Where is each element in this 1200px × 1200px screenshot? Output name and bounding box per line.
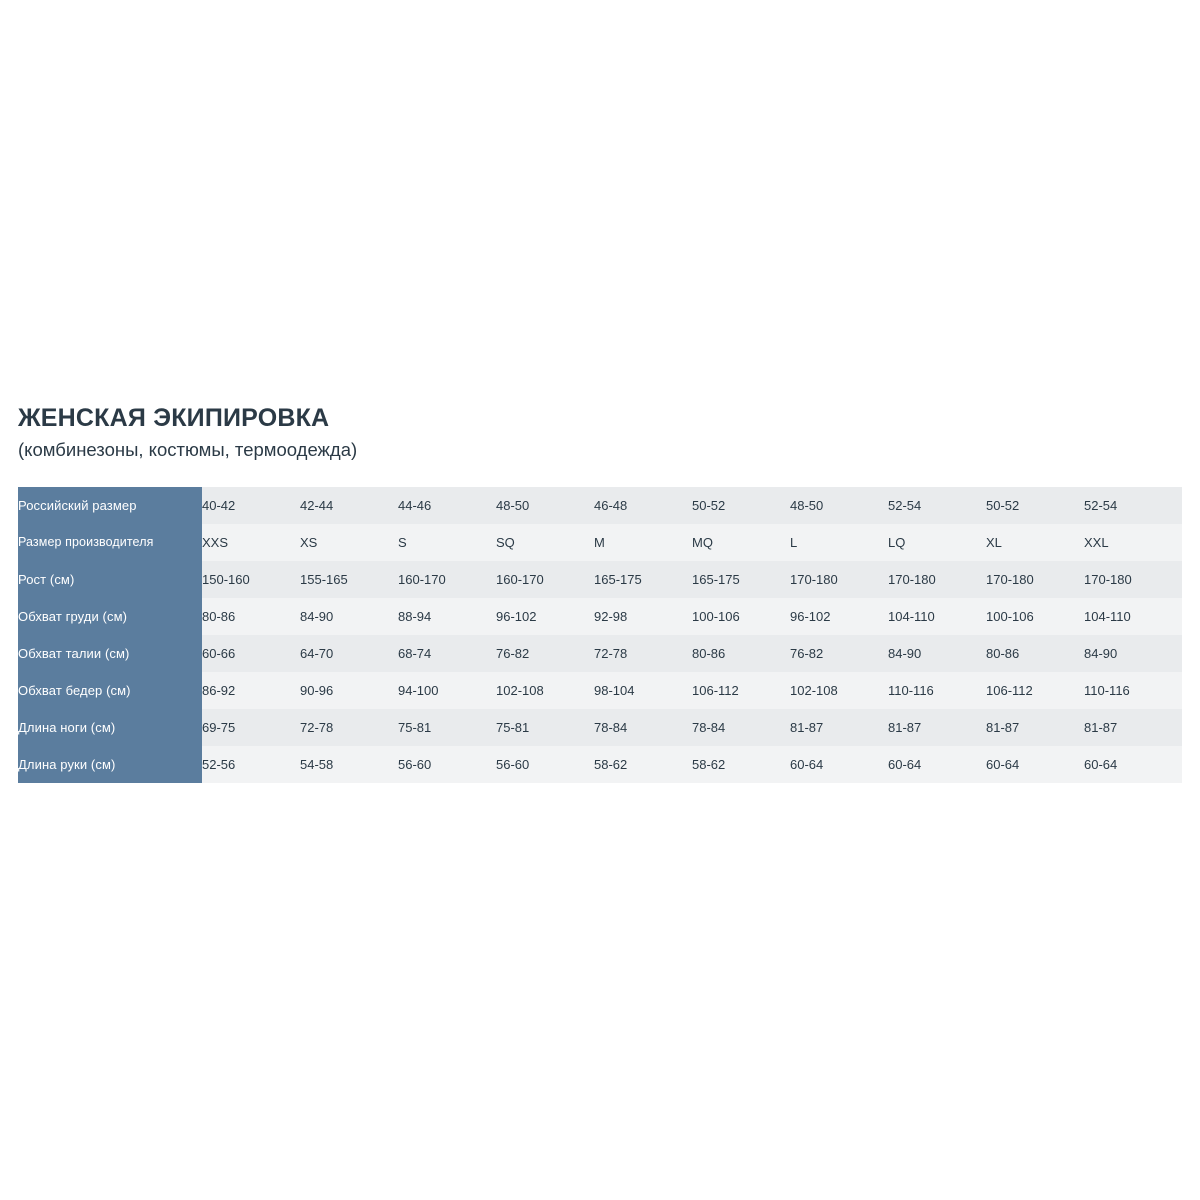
table-cell: 48-50	[496, 487, 594, 524]
table-cell: 54-58	[300, 746, 398, 783]
table-cell: 160-170	[496, 561, 594, 598]
row-label: Длина руки (см)	[18, 746, 202, 783]
table-cell: 165-175	[692, 561, 790, 598]
table-cell: 50-52	[986, 487, 1084, 524]
table-cell: L	[790, 524, 888, 561]
table-cell: M	[594, 524, 692, 561]
table-cell: 84-90	[1084, 635, 1182, 672]
table-cell: 52-54	[888, 487, 986, 524]
row-label: Размер производителя	[18, 524, 202, 561]
table-cell: 52-54	[1084, 487, 1182, 524]
table-row	[18, 709, 1182, 746]
table-cell: 160-170	[398, 561, 496, 598]
table-cell: 78-84	[594, 709, 692, 746]
table-row	[18, 598, 1182, 635]
table-cell: 81-87	[888, 709, 986, 746]
size-table	[18, 487, 1182, 783]
table-row	[18, 746, 1182, 783]
table-cell: 46-48	[594, 487, 692, 524]
table-cell: 102-108	[790, 672, 888, 709]
table-cell: XXS	[202, 524, 300, 561]
table-cell: 76-82	[790, 635, 888, 672]
table-row	[18, 635, 1182, 672]
table-cell: 110-116	[888, 672, 986, 709]
table-cell: 48-50	[790, 487, 888, 524]
table-cell: 84-90	[888, 635, 986, 672]
table-cell: MQ	[692, 524, 790, 561]
table-cell: 86-92	[202, 672, 300, 709]
table-cell: 170-180	[888, 561, 986, 598]
table-cell: 88-94	[398, 598, 496, 635]
table-cell: 106-112	[986, 672, 1084, 709]
table-cell: 60-64	[1084, 746, 1182, 783]
table-cell: 92-98	[594, 598, 692, 635]
table-row	[18, 561, 1182, 598]
table-cell: 98-104	[594, 672, 692, 709]
table-cell: 60-64	[986, 746, 1084, 783]
table-cell: 104-110	[888, 598, 986, 635]
table-cell: XS	[300, 524, 398, 561]
table-cell: 56-60	[496, 746, 594, 783]
table-cell: 76-82	[496, 635, 594, 672]
table-cell: 94-100	[398, 672, 496, 709]
table-cell: 84-90	[300, 598, 398, 635]
row-label: Обхват бедер (см)	[18, 672, 202, 709]
table-cell: 106-112	[692, 672, 790, 709]
table-cell: 96-102	[496, 598, 594, 635]
table-cell: 96-102	[790, 598, 888, 635]
table-row	[18, 524, 1182, 561]
table-cell: 75-81	[398, 709, 496, 746]
row-label: Длина ноги (см)	[18, 709, 202, 746]
table-cell: 69-75	[202, 709, 300, 746]
table-cell: 60-64	[888, 746, 986, 783]
table-cell: 81-87	[1084, 709, 1182, 746]
table-cell: 60-64	[790, 746, 888, 783]
table-cell: 110-116	[1084, 672, 1182, 709]
row-label: Обхват талии (см)	[18, 635, 202, 672]
table-cell: 64-70	[300, 635, 398, 672]
table-cell: 155-165	[300, 561, 398, 598]
row-label: Российский размер	[18, 487, 202, 524]
table-cell: 50-52	[692, 487, 790, 524]
table-cell: XXL	[1084, 524, 1182, 561]
page-subtitle: (комбинезоны, костюмы, термоодежда)	[18, 438, 358, 460]
table-cell: 58-62	[692, 746, 790, 783]
table-row	[18, 672, 1182, 709]
table-cell: 42-44	[300, 487, 398, 524]
table-cell: 170-180	[790, 561, 888, 598]
table-cell: 72-78	[300, 709, 398, 746]
table-cell: 90-96	[300, 672, 398, 709]
row-label: Рост (см)	[18, 561, 202, 598]
table-cell: SQ	[496, 524, 594, 561]
page-title: ЖЕНСКАЯ ЭКИПИРОВКА	[18, 404, 330, 432]
table-cell: 170-180	[986, 561, 1084, 598]
table-cell: 72-78	[594, 635, 692, 672]
table-row	[18, 487, 1182, 524]
table-cell: 40-42	[202, 487, 300, 524]
table-cell: 60-66	[202, 635, 300, 672]
table-cell: 44-46	[398, 487, 496, 524]
table-cell: 80-86	[692, 635, 790, 672]
table-cell: 100-106	[692, 598, 790, 635]
table-cell: 78-84	[692, 709, 790, 746]
table-cell: 80-86	[202, 598, 300, 635]
table-cell: 56-60	[398, 746, 496, 783]
table-cell: 100-106	[986, 598, 1084, 635]
table-cell: XL	[986, 524, 1084, 561]
table-cell: 58-62	[594, 746, 692, 783]
table-cell: 80-86	[986, 635, 1084, 672]
table-cell: LQ	[888, 524, 986, 561]
table-cell: S	[398, 524, 496, 561]
table-cell: 52-56	[202, 746, 300, 783]
table-cell: 102-108	[496, 672, 594, 709]
table-cell: 150-160	[202, 561, 300, 598]
table-cell: 68-74	[398, 635, 496, 672]
size-chart-sheet	[18, 404, 1182, 783]
table-cell: 104-110	[1084, 598, 1182, 635]
table-cell: 165-175	[594, 561, 692, 598]
table-cell: 170-180	[1084, 561, 1182, 598]
row-label: Обхват груди (см)	[18, 598, 202, 635]
table-cell: 81-87	[986, 709, 1084, 746]
table-cell: 81-87	[790, 709, 888, 746]
table-cell: 75-81	[496, 709, 594, 746]
